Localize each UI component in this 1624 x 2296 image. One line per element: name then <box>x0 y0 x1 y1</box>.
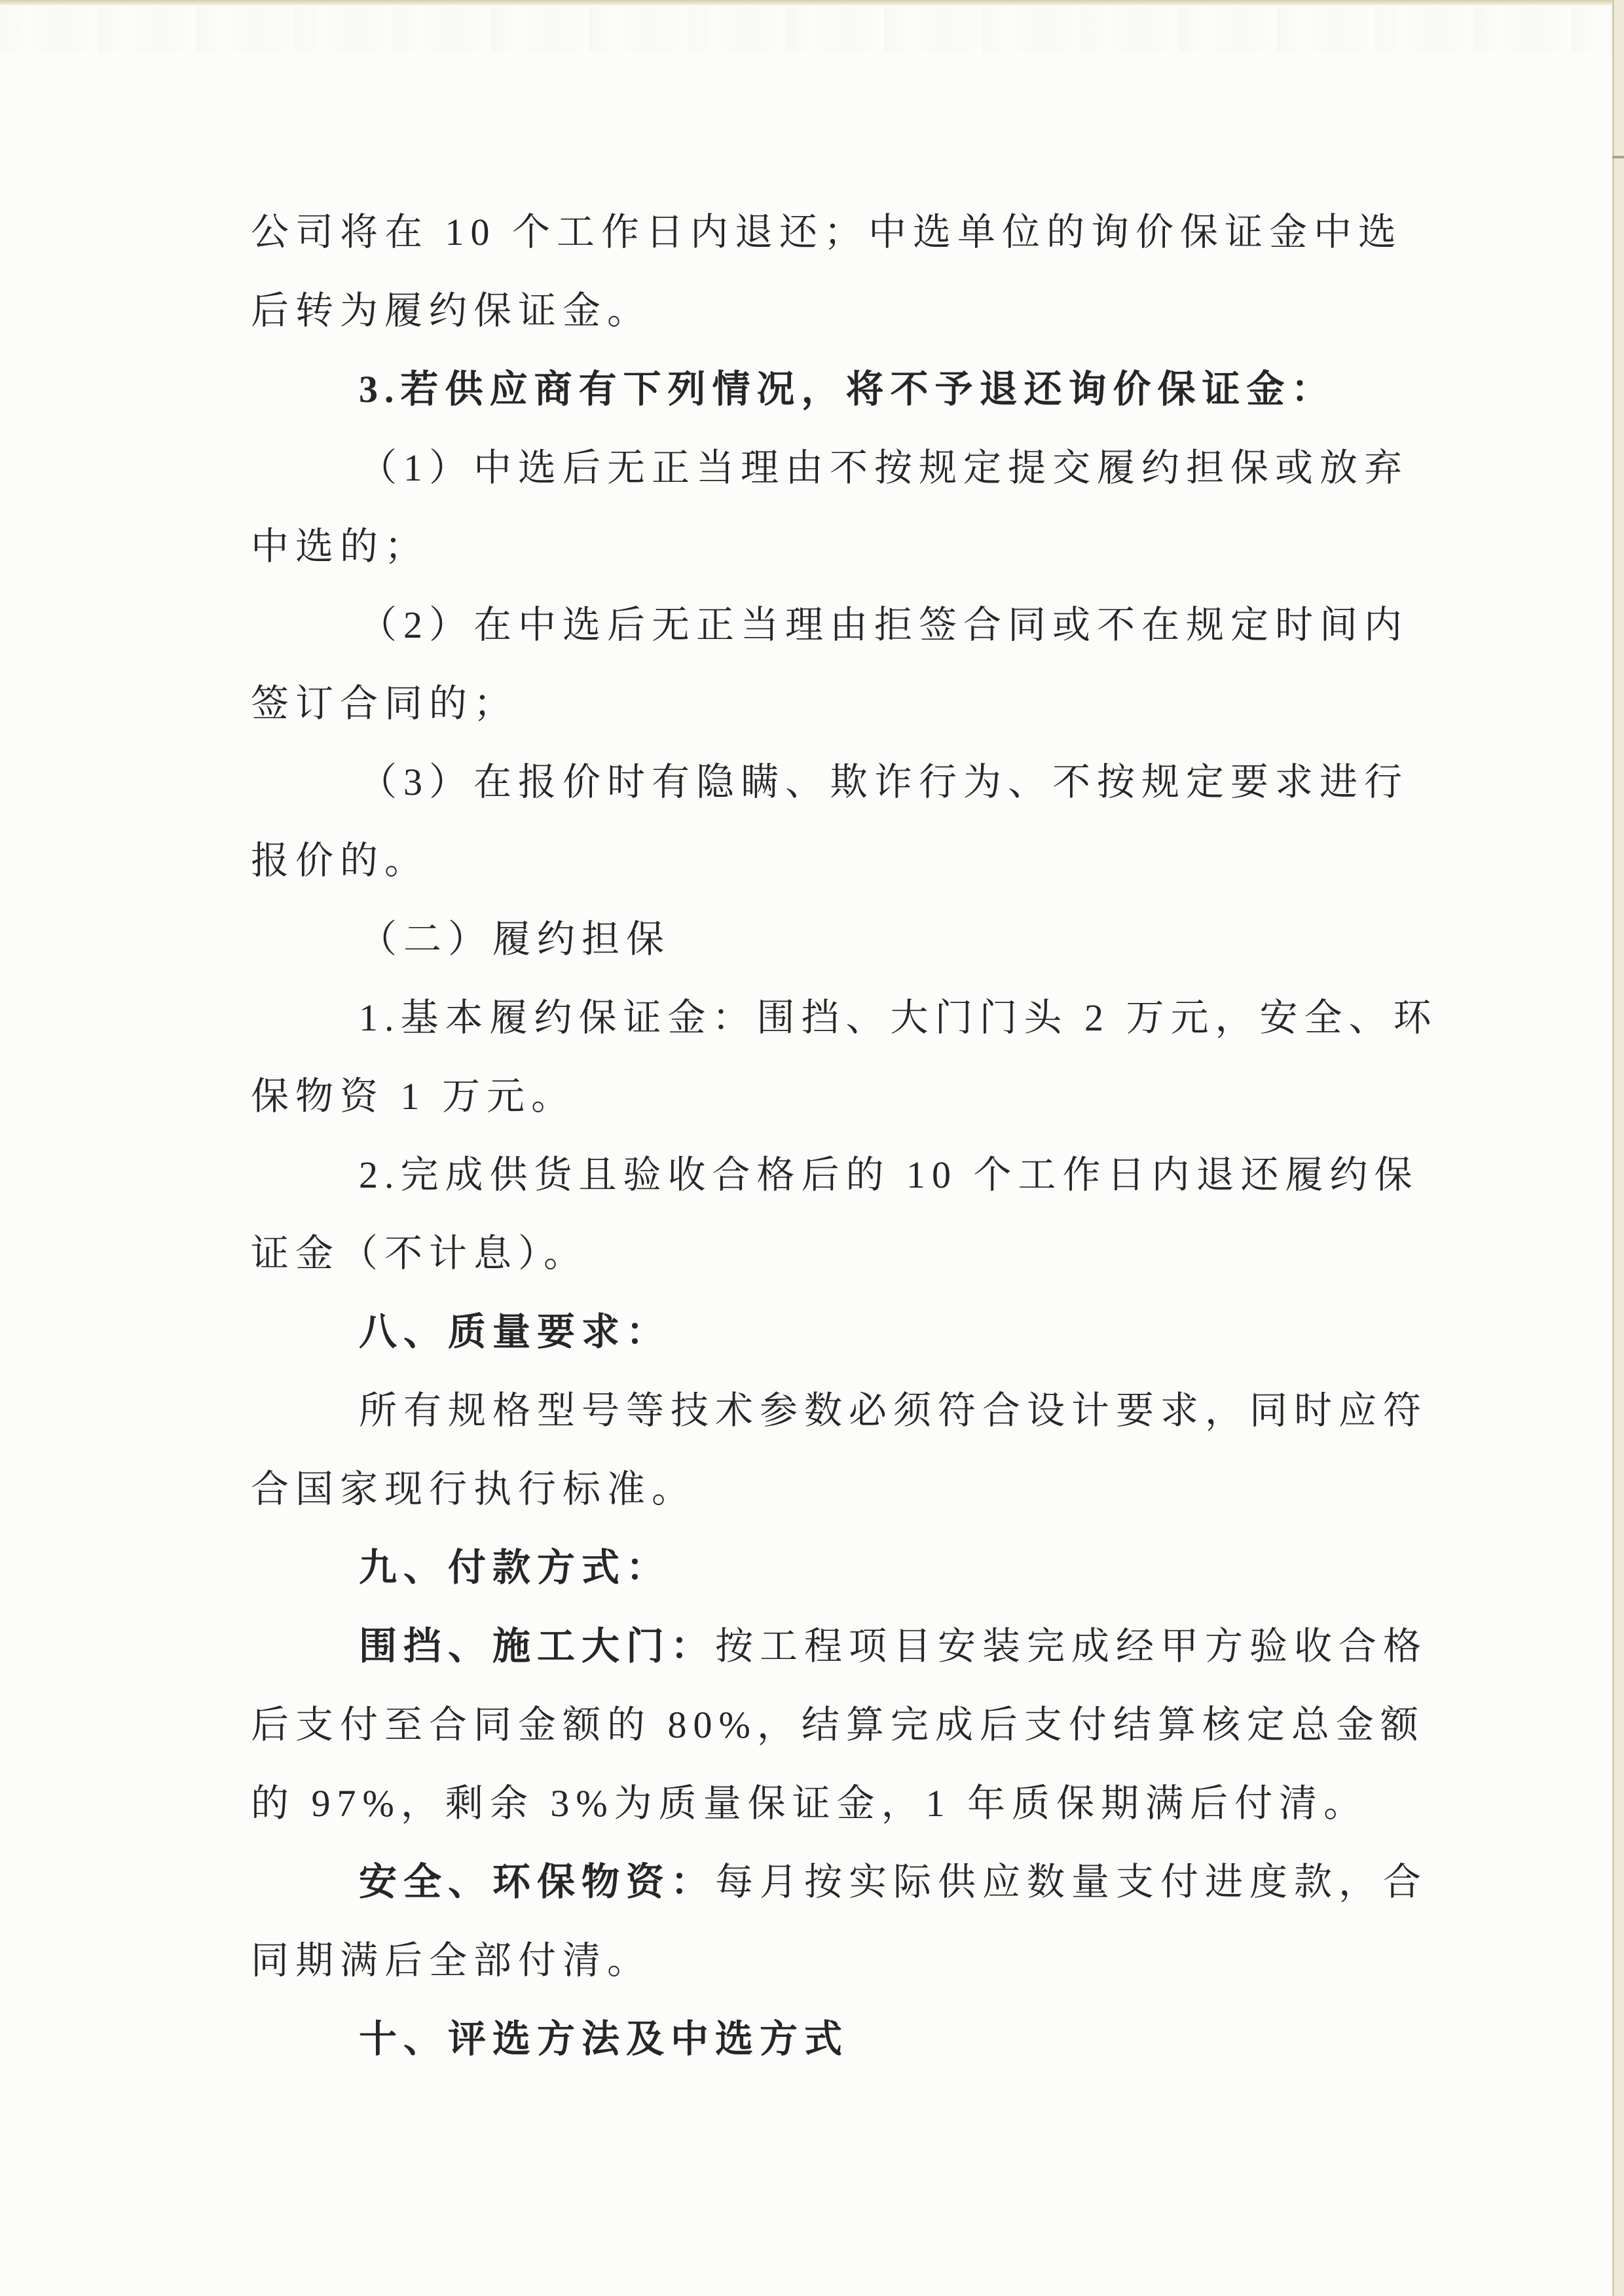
scan-noise-band <box>0 6 1624 52</box>
line-body-text: （3）在报价时有隐瞒、欺诈行为、不按规定要求进行 <box>359 761 1409 803</box>
scan-edge-top <box>0 0 1624 6</box>
text-line <box>251 1764 1403 1843</box>
text-line <box>251 1372 1428 1450</box>
text-line-heading <box>251 350 1403 429</box>
line-body-text: 公司将在 10 个工作日内退还；中选单位的询价保证金中选 <box>251 211 1403 253</box>
text-line <box>251 193 1403 272</box>
text-line <box>251 1686 1425 1764</box>
text-line <box>251 586 1409 665</box>
text-line-heading <box>251 2000 1403 2079</box>
line-lead-text: 围挡、施工大门： <box>359 1625 716 1667</box>
text-line-subheading <box>251 900 1403 979</box>
line-body-text: 每月按实际供应数量支付进度款，合 <box>715 1861 1428 1903</box>
text-line <box>251 1450 1403 1529</box>
text-line <box>251 1843 1428 1922</box>
line-lead-text: 九、付款方式： <box>359 1546 671 1589</box>
text-line <box>251 743 1409 822</box>
line-body-text: 中选的； <box>251 525 430 568</box>
line-body-text: 证金（不计息）。 <box>251 1232 589 1275</box>
line-body-text: 2.完成供货且验收合格后的 10 个工作日内退还履约保 <box>359 1154 1419 1196</box>
line-body-text: 同期满后全部付清。 <box>251 1939 652 1982</box>
line-body-text: 1.基本履约保证金：围挡、大门门头 2 万元，安全、环 <box>359 996 1438 1039</box>
line-body-text: （2）在中选后无正当理由拒签合同或不在规定时间内 <box>359 604 1409 646</box>
text-line <box>251 1057 1403 1136</box>
line-body-text: 合国家现行执行标准。 <box>251 1468 697 1510</box>
line-body-text: （1）中选后无正当理由不按规定提交履约担保或放弃 <box>359 446 1409 489</box>
text-line-heading <box>251 1293 1403 1372</box>
text-line <box>251 1214 1403 1293</box>
line-body-text: 按工程项目安装完成经甲方验收合格 <box>715 1625 1428 1667</box>
text-line-heading <box>251 1529 1403 1607</box>
scan-edge-tick <box>1612 156 1624 158</box>
line-lead-text: 十、评选方法及中选方式 <box>359 2018 849 2060</box>
text-line <box>251 272 1403 350</box>
text-line <box>251 665 1403 743</box>
line-lead-text: 3.若供应商有下列情况，将不予退还询价保证金： <box>359 368 1336 410</box>
scan-edge-right <box>1612 0 1624 2296</box>
line-body-text: 保物资 1 万元。 <box>251 1075 576 1118</box>
line-body-text: 报价的。 <box>251 839 430 882</box>
text-line <box>251 1922 1403 2000</box>
text-line <box>251 1607 1428 1686</box>
text-line <box>251 1136 1419 1214</box>
text-line <box>251 979 1438 1057</box>
line-body-text: 签订合同的； <box>251 682 519 725</box>
line-body-text: 所有规格型号等技术参数必须符合设计要求，同时应符 <box>359 1389 1428 1432</box>
text-line <box>251 507 1403 586</box>
line-body-text: 后转为履约保证金。 <box>251 289 652 332</box>
document-text-block <box>251 193 1438 2079</box>
line-body-text: （二）履约担保 <box>359 918 671 960</box>
line-body-text: 后支付至合同金额的 80%，结算完成后支付结算核定总金额 <box>251 1704 1425 1746</box>
text-line <box>251 822 1403 900</box>
line-body-text: 的 97%，剩余 3%为质量保证金，1 年质保期满后付清。 <box>251 1782 1369 1825</box>
line-lead-text: 安全、环保物资： <box>359 1861 716 1903</box>
line-lead-text: 八、质量要求： <box>359 1311 671 1353</box>
text-line <box>251 429 1409 507</box>
